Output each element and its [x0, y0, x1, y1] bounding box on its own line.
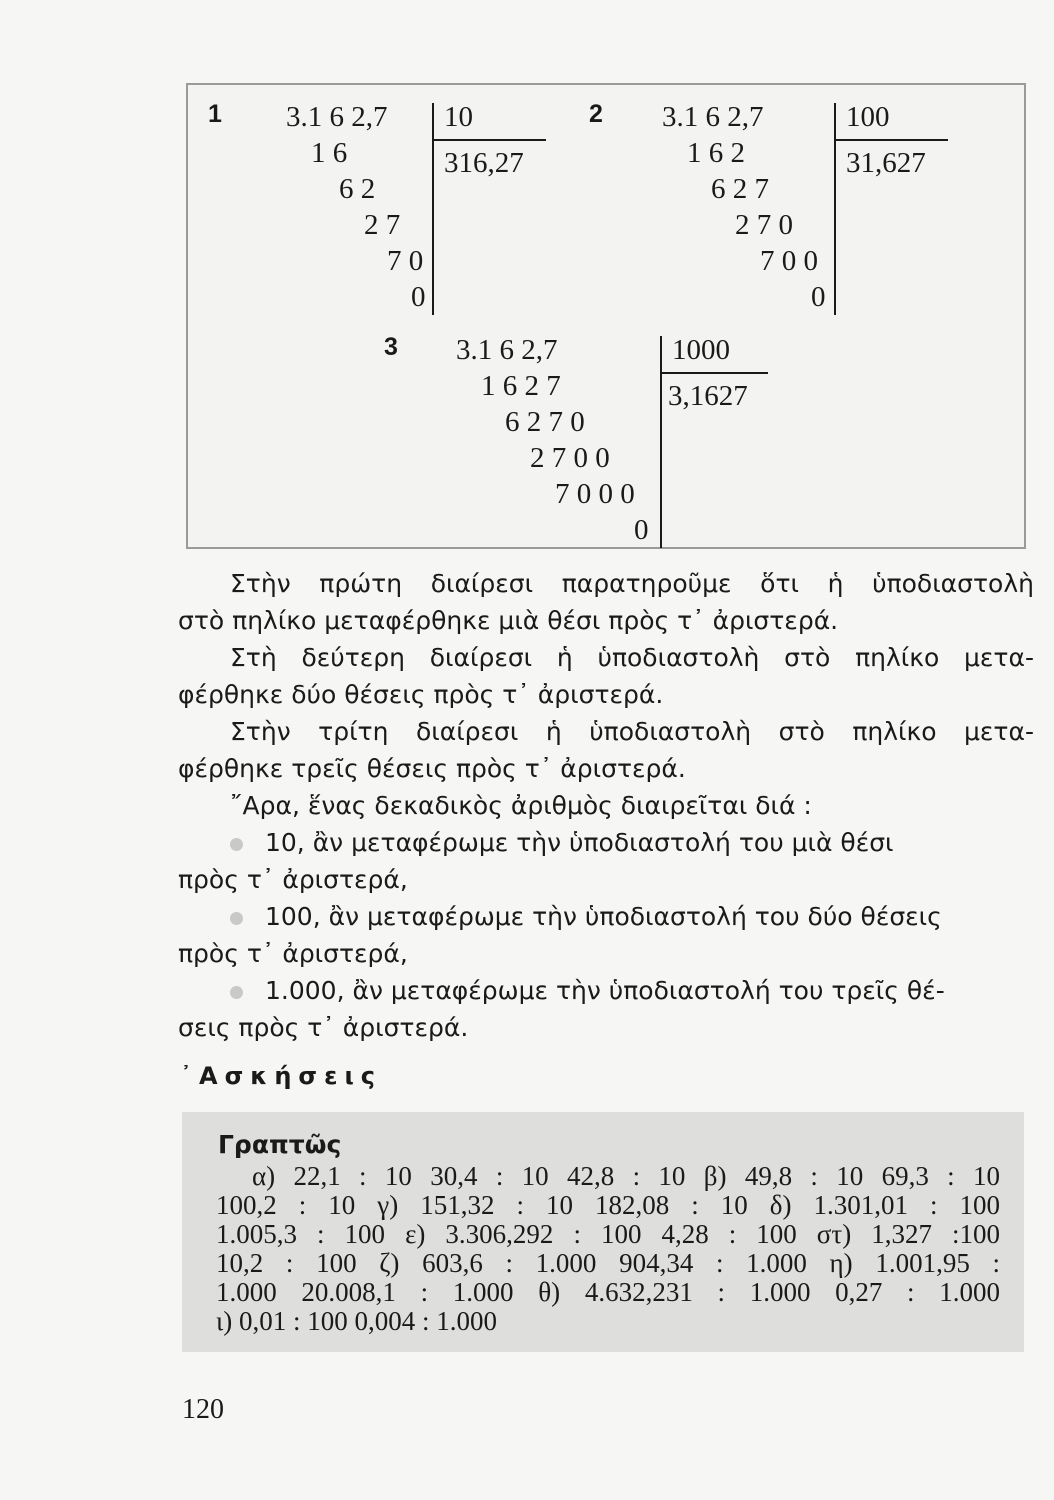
division-3-quotient-line: [662, 372, 768, 374]
exercise-line: α) 22,1 : 10 30,4 : 10 42,8 : 10 β) 49,8 : 10 69,3 : 10: [252, 1161, 1000, 1191]
exercise-line: 10,2 : 100 ζ) 603,6 : 1.000 904,34 : 1.000 η) 1.001,95 :: [216, 1248, 1000, 1278]
division-1-label: 1: [208, 100, 222, 128]
bullet-icon: [230, 986, 243, 999]
bullet-line: [178, 898, 1034, 935]
division-2-quotient-line: [836, 139, 948, 141]
bullet-line: [178, 972, 1034, 1009]
division-2-step: 7 0 0: [760, 245, 818, 277]
division-1-dividend: 3.1 6 2,7: [286, 101, 388, 133]
text-line: στὸ πηλίκο μεταφέρθηκε μιὰ θέσι πρὸς τ᾿ ἀριστερά.: [178, 606, 839, 635]
division-3-step: 0: [634, 514, 649, 546]
text-line: σεις πρὸς τ᾿ ἀριστερά.: [178, 1013, 469, 1042]
text-line: πρὸς τ᾿ ἀριστερά,: [178, 865, 408, 894]
division-1-divisor: 10: [444, 101, 473, 133]
division-2-step: 1 6 2: [687, 137, 745, 169]
division-1-step: 0: [411, 281, 426, 313]
division-2-divisor: 100: [846, 101, 890, 133]
division-3-step: 6 2 7 0: [505, 406, 585, 438]
exercises-heading: Γραπτῶς: [218, 1130, 342, 1159]
division-3-label: 3: [384, 333, 398, 361]
exercises-title: ᾿Ασκήσεις: [180, 1062, 383, 1090]
division-3-step: 1 6 2 7: [481, 370, 561, 402]
text-line: Στὴν πρώτη διαίρεσι παρατηροῦμε ὅτι ἡ ὑποδιαστολὴ: [230, 569, 1034, 598]
exercise-line: ι) 0,01 : 100 0,004 : 1.000: [216, 1306, 498, 1336]
exercise-line: 100,2 : 10 γ) 151,32 : 10 182,08 : 10 δ) 1.301,01 : 100: [216, 1190, 1000, 1220]
division-1-step: 7 0: [387, 245, 424, 277]
exercise-line: 1.005,3 : 100 ε) 3.306,292 : 100 4,28 : 100 στ) 1,327 :100: [216, 1219, 1000, 1249]
division-3-bar: [660, 336, 662, 548]
division-2-quotient: 31,627: [846, 147, 926, 179]
division-3-divisor: 1000: [672, 334, 730, 366]
text-line: 100, ἂν μεταφέρωμε τὴν ὑποδιαστολή του δύο θέσεις: [265, 902, 942, 931]
division-3-quotient: 3,1627: [668, 380, 748, 412]
division-2-label: 2: [589, 100, 603, 128]
division-2-dividend: 3.1 6 2,7: [662, 101, 764, 133]
division-2-step: 6 2 7: [711, 173, 769, 205]
text-line: Στὴν τρίτη διαίρεσι ἡ ὑποδιαστολὴ στὸ πηλίκο μετα-: [230, 717, 1034, 746]
text-line: πρὸς τ᾿ ἀριστερά,: [178, 939, 408, 968]
division-2-step: 0: [811, 281, 826, 313]
division-1-quotient: 316,27: [444, 147, 524, 179]
division-1-step: 1 6: [311, 137, 348, 169]
page-number: 120: [182, 1394, 224, 1425]
division-3-dividend: 3.1 6 2,7: [456, 334, 558, 366]
division-2-bar: [834, 103, 836, 315]
division-2-step: 2 7 0: [735, 209, 793, 241]
division-3-step: 7 0 0 0: [555, 478, 635, 510]
exercises-list: [216, 1162, 1000, 1336]
text-line: ῎Αρα, ἕνας δεκαδικὸς ἀριθμὸς διαιρεῖται διά :: [230, 791, 812, 820]
text-line: Στὴ δεύτερη διαίρεσι ἡ ὑποδιαστολὴ στὸ πηλίκο μετα-: [230, 643, 1034, 672]
exercise-line: 1.000 20.008,1 : 1.000 θ) 4.632,231 : 1.000 0,27 : 1.000: [216, 1277, 1000, 1307]
text-line: 10, ἂν μεταφέρωμε τὴν ὑποδιαστολή του μιὰ θέσι: [265, 828, 894, 857]
text-line: φέρθηκε τρεῖς θέσεις πρὸς τ᾿ ἀριστερά.: [178, 754, 686, 783]
division-1-step: 6 2: [339, 173, 376, 205]
bullet-icon: [230, 912, 243, 925]
text-line: 1.000, ἂν μεταφέρωμε τὴν ὑποδιαστολή του τρεῖς θέ-: [265, 976, 945, 1005]
division-1-quotient-line: [434, 139, 546, 141]
exercises-box: [182, 1112, 1024, 1352]
bullet-line: [178, 824, 1034, 861]
text-line: φέρθηκε δύο θέσεις πρὸς τ᾿ ἀριστερά.: [178, 680, 664, 709]
division-3-step: 2 7 0 0: [530, 442, 610, 474]
division-1-bar: [432, 103, 434, 315]
division-1-step: 2 7: [364, 209, 401, 241]
explanation-text: [178, 565, 1034, 1046]
bullet-icon: [230, 838, 243, 851]
